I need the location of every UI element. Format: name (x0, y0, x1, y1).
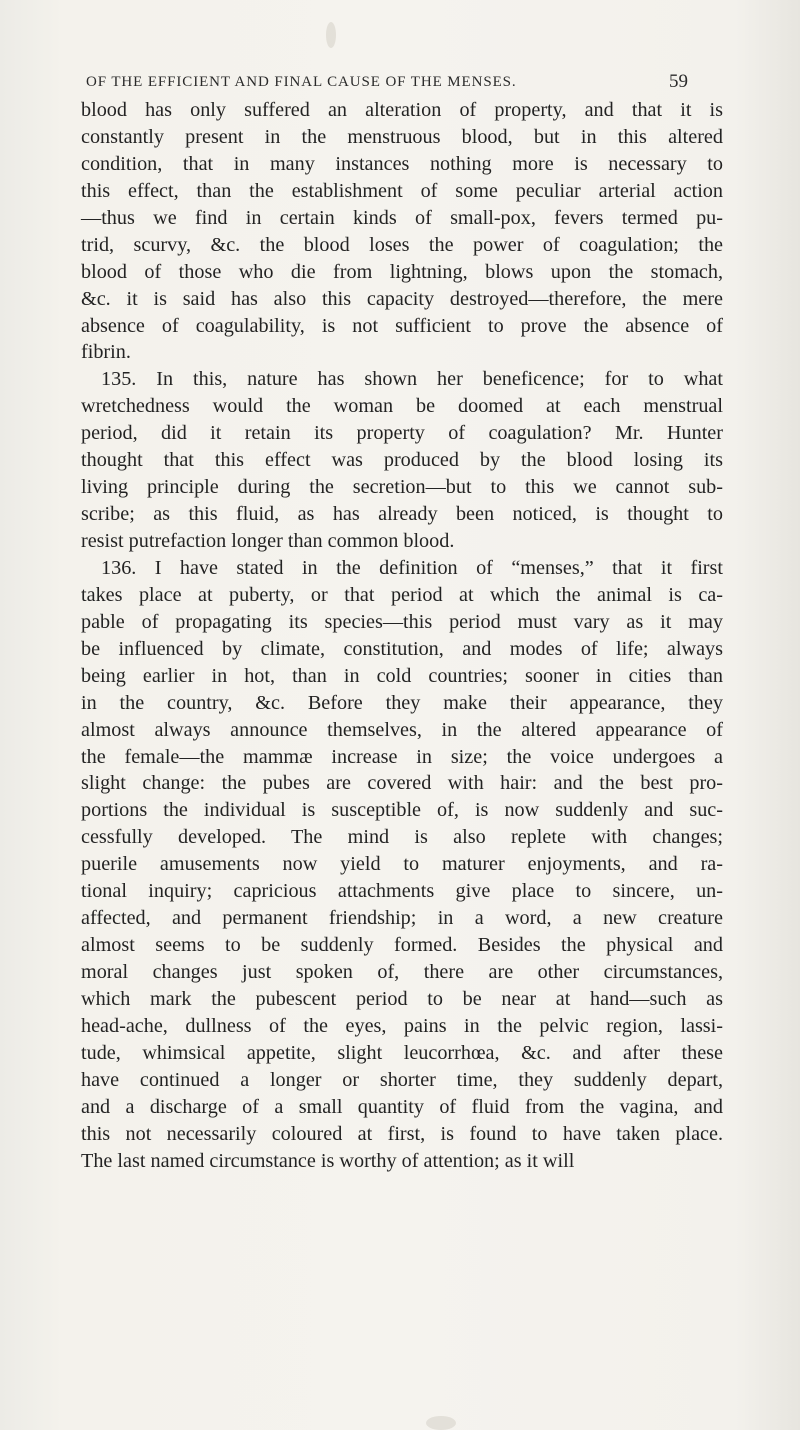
text-line: head-ache, dullness of the eyes, pains in the pelvic region, lassi- (81, 1014, 723, 1037)
text-line: trid, scurvy, &c. the blood loses the power of coagulation; the (81, 233, 723, 256)
text-line: 136. I have stated in the definition of “menses,” that it first (101, 556, 723, 579)
text-line: takes place at puberty, or that period at which the animal is ca- (81, 583, 723, 606)
text-line: tional inquiry; capricious attachments give place to sincere, un- (81, 880, 723, 903)
text-line: be influenced by climate, constitution, and modes of life; always (81, 637, 723, 660)
text-line: wretchedness would the woman be doomed at each menstrual (81, 395, 723, 418)
text-line: absence of coagulability, is not sufficient to prove the absence of (81, 314, 723, 337)
text-line: almost always announce themselves, in the altered appearance of (81, 718, 723, 741)
body-text (81, 97, 723, 1175)
text-line: resist putrefaction longer than common blood. (81, 530, 455, 552)
text-line: 135. In this, nature has shown her beneficence; for to what (101, 368, 723, 391)
text-line: thought that this effect was produced by the blood losing its (81, 449, 723, 472)
text-line: slight change: the pubes are covered with hair: and the best pro- (81, 772, 723, 795)
text-line: cessfully developed. The mind is also replete with changes; (81, 826, 723, 849)
text-line: moral changes just spoken of, there are other circumstances, (81, 961, 723, 983)
text-line: &c. it is said has also this capacity destroyed—therefore, the mere (81, 287, 723, 310)
text-line: tude, whimsical appetite, slight leucorrhœa, &c. and after these (81, 1041, 723, 1064)
text-line: portions the individual is susceptible of, is now suddenly and suc- (81, 799, 723, 822)
text-line: fibrin. (81, 341, 131, 364)
text-line: The last named circumstance is worthy of attention; as it will (81, 1149, 575, 1172)
text-line: living principle during the secretion—but to this we cannot sub- (81, 476, 723, 499)
running-header (86, 71, 688, 98)
ink-smudge-bottom (426, 1416, 456, 1430)
text-line: condition, that in many instances nothing more is necessary to (81, 152, 723, 175)
text-line: and a discharge of a small quantity of fluid from the vagina, and (81, 1095, 723, 1118)
running-head-title: OF THE EFFICIENT AND FINAL CAUSE OF THE MENSES. (86, 74, 517, 90)
text-line: puerile amusements now yield to maturer enjoyments, and ra- (81, 853, 723, 876)
ink-smudge-top (326, 22, 336, 48)
page-number: 59 (669, 71, 688, 92)
text-line: this not necessarily coloured at first, is found to have taken place. (81, 1122, 723, 1145)
text-line: period, did it retain its property of coagulation? Mr. Hunter (81, 422, 723, 445)
text-line: scribe; as this fluid, as has already been noticed, is thought to (81, 503, 723, 526)
text-line: being earlier in hot, than in cold countries; sooner in cities than (81, 664, 723, 687)
text-line: affected, and permanent friendship; in a word, a new creature (81, 907, 723, 930)
text-line: have continued a longer or shorter time, they suddenly depart, (81, 1068, 723, 1091)
text-line: pable of propagating its species—this period must vary as it may (81, 610, 723, 633)
text-line: which mark the pubescent period to be near at hand—such as (81, 987, 723, 1010)
text-line: —thus we find in certain kinds of small-pox, fevers termed pu- (81, 206, 723, 229)
text-line: in the country, &c. Before they make their appearance, they (81, 691, 723, 714)
text-line: blood of those who die from lightning, blows upon the stomach, (81, 260, 723, 283)
text-line: the female—the mammæ increase in size; the voice undergoes a (81, 745, 723, 768)
text-line: constantly present in the menstruous blood, but in this altered (81, 125, 723, 148)
text-line: almost seems to be suddenly formed. Besides the physical and (81, 934, 723, 957)
text-line: blood has only suffered an alteration of property, and that it is (81, 99, 723, 121)
text-line: this effect, than the establishment of some peculiar arterial action (81, 179, 723, 202)
